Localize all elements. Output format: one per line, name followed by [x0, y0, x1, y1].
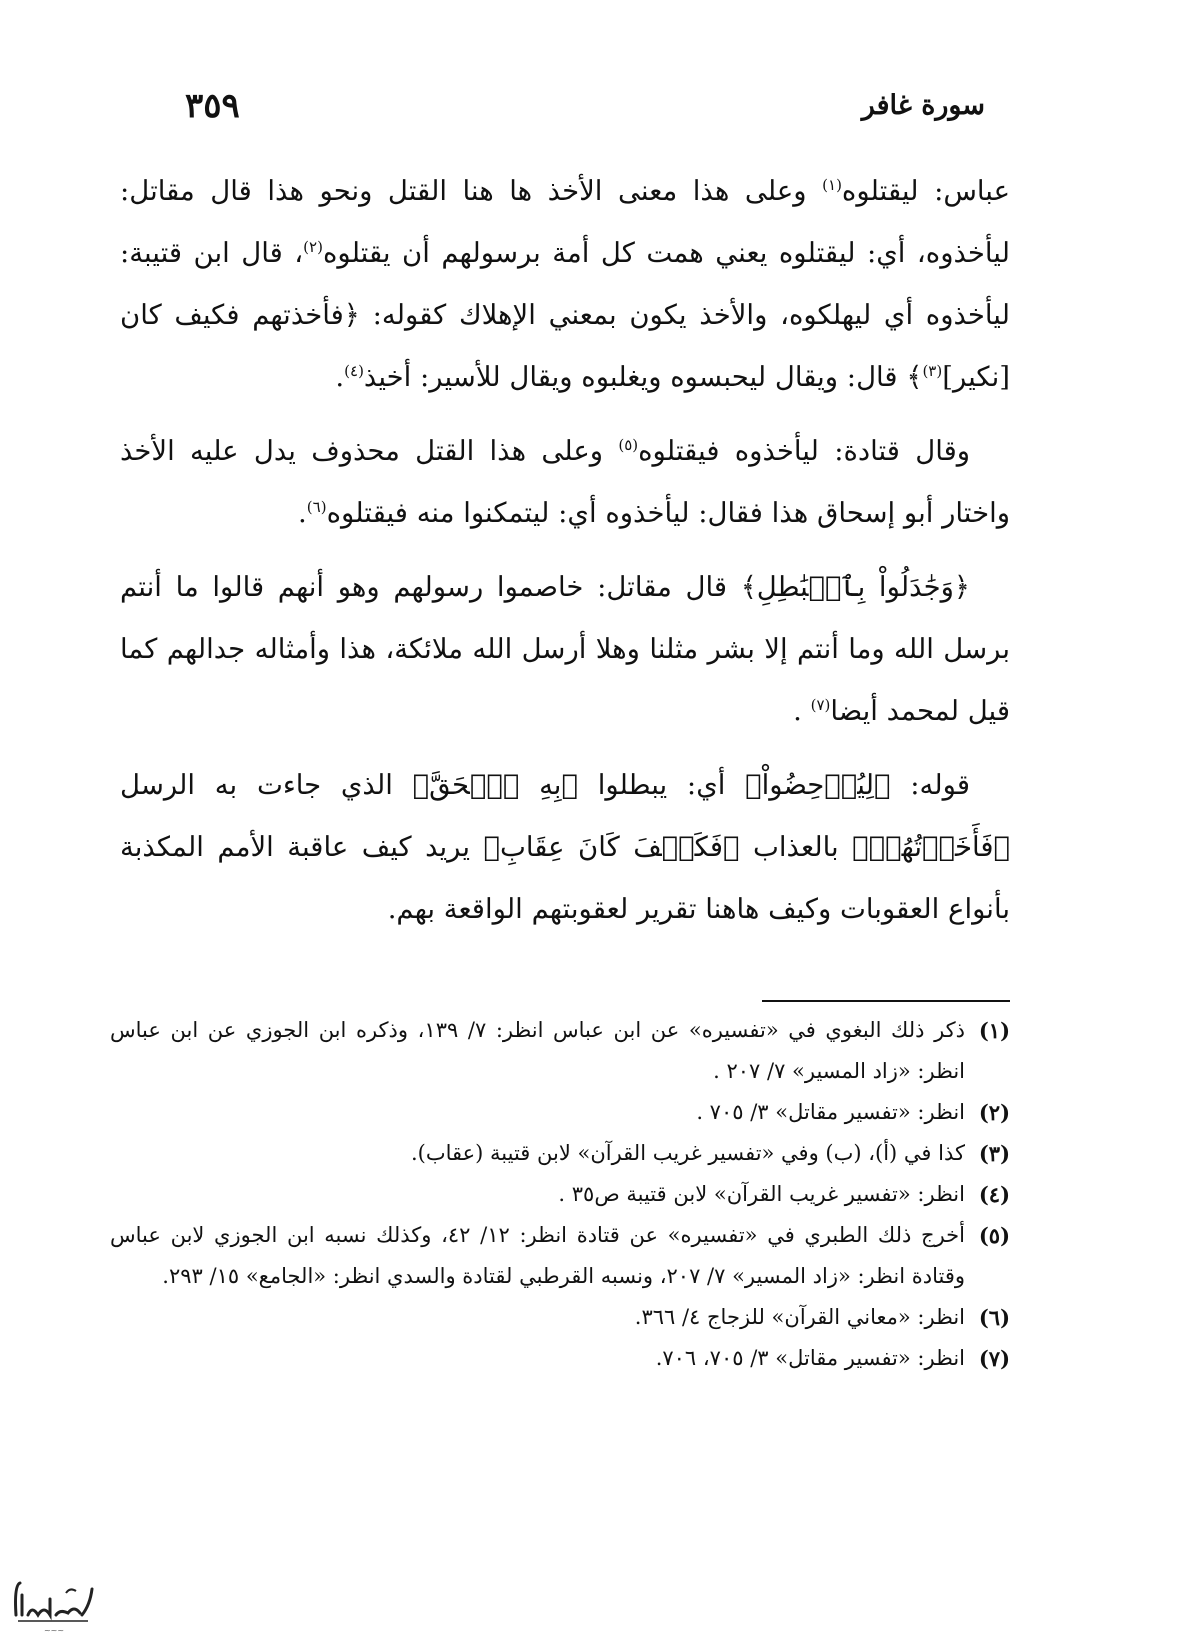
footnotes [110, 1010, 1010, 1379]
footnote-1 [110, 1010, 1010, 1092]
footnote-ref-1[interactable]: (١) [822, 175, 842, 194]
text-segment: بالعذاب [739, 831, 853, 863]
text-segment: . [298, 497, 307, 529]
footnote-ref-4[interactable]: (٤) [344, 361, 364, 380]
quran-quote: ﴿وَجَٰدَلُواْ بِٱلۡبَٰطِلِ﴾ [740, 571, 970, 603]
footnote-text: انظر: «تفسير مقاتل» ٣/ ٧٠٥ . [696, 1100, 965, 1124]
paragraph-1 [120, 160, 1010, 408]
footnote-number: (٧) [978, 1346, 1010, 1371]
footnote-number: (٤) [978, 1182, 1010, 1207]
text-segment: الذي جاءت به الرسل [120, 769, 413, 801]
calligraphy-logo-icon [8, 1575, 98, 1640]
paragraph-4 [120, 754, 1010, 940]
quran-quote: ﴿فَأَخَذۡتُهُمۡ﴾ [852, 831, 1011, 863]
text-segment: قوله: [890, 769, 970, 801]
footnote-number: (١) [978, 1018, 1010, 1043]
text-segment: قال مقاتل: خاصموا رسولهم وهو أنهم قالوا ما أنتم برسل الله وما أنتم إلا بشر مثلنا وهلا أرسل الله ملائكة، هذا وأمثاله جدالهم كما قيل لمحمد أيضا [120, 571, 1010, 727]
text-segment: وعلى هذا معنى الأخذ ها هنا القتل ونحو هذا قال مقاتل: ليأخذوه، أي: ليقتلوه يعني همت كل أمة برسولهم أن يقتلوه [120, 175, 1010, 269]
footnote-ref-7[interactable]: (٧) [810, 695, 831, 714]
text-segment: . [793, 695, 811, 727]
main-text [120, 160, 1010, 952]
footnote-ref-6[interactable]: (٦) [306, 497, 327, 516]
page-header [185, 86, 985, 136]
footnote-text: كذا في (أ)، (ب) وفي «تفسير غريب القرآن» لابن قتيبة (عقاب). [410, 1141, 965, 1165]
quran-quote: ﴿لِيُدۡحِضُواْ﴾ [745, 769, 891, 801]
footnote-ref-5[interactable]: (٥) [618, 435, 639, 454]
footnote-5 [110, 1215, 1010, 1297]
text-segment: يريد كيف عاقبة الأمم المكذبة بأنواع العقوبات وكيف هاهنا تقرير لعقوبتهم الواقعة بهم. [120, 831, 1010, 925]
text-segment: ﴾ قال: ويقال ليحبسوه ويغلبوه ويقال للأسير: أخيذ [363, 361, 923, 393]
footnote-text: انظر: «تفسير مقاتل» ٣/ ٧٠٥، ٧٠٦. [655, 1346, 965, 1370]
text-segment: . [335, 361, 345, 393]
footnote-text: انظر: «تفسير غريب القرآن» لابن قتيبة ص٣٥ . [558, 1182, 965, 1206]
surah-title: سورة غافر [861, 90, 985, 121]
footnote-ref-2[interactable]: (٢) [303, 237, 323, 256]
svg-text:~~~: ~~~ [43, 1626, 65, 1635]
footnote-number: (٥) [978, 1223, 1010, 1248]
text-segment: أي: يبطلوا [577, 769, 746, 801]
text-segment: عباس: ليقتلوه [841, 175, 1010, 207]
footnote-number: (٢) [978, 1100, 1010, 1125]
footnote-7 [110, 1338, 1010, 1379]
footnote-text: انظر: «معاني القرآن» للزجاج ٤/ ٣٦٦. [634, 1305, 965, 1329]
footnote-separator [762, 1000, 1010, 1002]
paragraph-3 [120, 556, 1010, 742]
footnote-3 [110, 1133, 1010, 1174]
text-segment: ، قال ابن قتيبة: ليأخذوه أي ليهلكوه، والأخذ يكون بمعني الإهلاك كقوله: ﴿فأخذتهم فكيف كان [نكير] [120, 237, 1010, 393]
footnote-number: (٦) [978, 1305, 1010, 1330]
quran-quote: ﴿بِهِ ٱلۡحَقَّ﴾ [412, 769, 578, 801]
footnote-number: (٣) [978, 1141, 1010, 1166]
footnote-4 [110, 1174, 1010, 1215]
text-segment: وعلى هذا القتل محذوف يدل عليه الأخذ واختار أبو إسحاق هذا فقال: ليأخذوه أي: ليتمكنوا منه فيقتلوه [120, 435, 1010, 529]
page-number: ٣٥٩ [185, 86, 240, 126]
footnote-text: ذكر ذلك البغوي في «تفسيره» عن ابن عباس انظر: ٧/ ١٣٩، وذكره ابن الجوزي عن ابن عباس انظر: «زاد المسير» ٧/ ٢٠٧ . [110, 1018, 966, 1083]
footnote-2 [110, 1092, 1010, 1133]
publisher-logo [8, 1575, 98, 1640]
text-segment: وقال قتادة: ليأخذوه فيقتلوه [638, 435, 970, 467]
footnote-ref-3[interactable]: (٣) [922, 361, 943, 380]
footnote-6 [110, 1297, 1010, 1338]
footnote-text: أخرج ذلك الطبري في «تفسيره» عن قتادة انظر: ١٢/ ٤٢، وكذلك نسبه ابن الجوزي لابن عباس وقتادة انظر: «زاد المسير» ٧/ ٢٠٧، ونسبه القرطبي لقتادة والسدي انظر: «الجامع» ١٥/ ٢٩٣. [110, 1223, 965, 1288]
quran-quote: ﴿فَكَيۡفَ كَانَ عِقَابِ﴾ [483, 831, 740, 863]
paragraph-2 [120, 420, 1010, 544]
